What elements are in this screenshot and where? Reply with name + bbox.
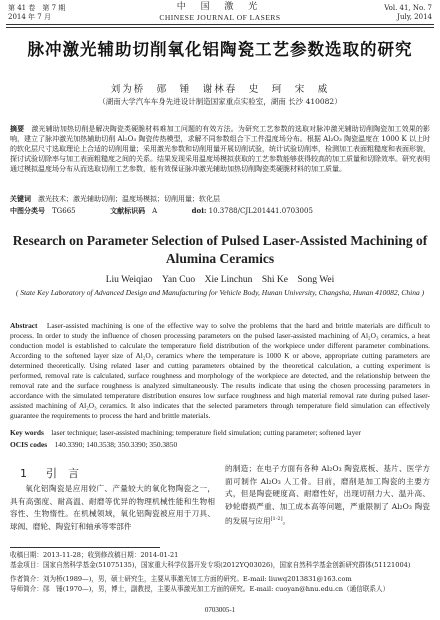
body-column-left: 氧化铝陶瓷是应用较广、产量较大的氧化物陶瓷之一，具有高强度、耐高温、耐磨等优异的物理机械性能和生物相容性、生物惰性。在机械领域，氧化铝陶瓷被应用于刀具、球阀、磨轮、陶瓷钉和轴承等零部件 (10, 484, 215, 531)
abstract-cn (10, 124, 430, 174)
abstract-en (10, 321, 430, 421)
ocis-text: 140.3390; 140.3538; 350.3390; 350.3850 (54, 440, 178, 449)
classification-line (10, 206, 430, 216)
abstract-en-text: Laser-assisted machining is one of the effective way to solve the problems that the hard and brittle materials are difficult to process. In order to study the influence of chosen processing parameters on the pulsed laser-assisted machining of Al₂O₃ ceramics, a heat conduction model is established to calculate the temperature field distribution of the workpiece under different parameter combinations. According to the softened layer size of Al₂O₃ ceramics where the temperature is 1000 K or above, appropriate cutting parameters are determined theoretically. Using related laser and cutting parameters obtained by the theoretical calculation, a cutting experiment is performed, removal rate is calculated, surface roughness and morphology of the workpiece are detected, and the relationship between the removal rate and the surface roughness is analyzed simultaneously. The results indicate that using the chosen processing parameters in accordance with the simulated temperature distribution ensures low surface roughness and high material removal rate during pulsed laser-assisted machining of Al₂O₃ ceramics. It also indicates that the selected parameters through temperature field simulation can effectively guarantee the requirements to process the hard and brittle materials. (10, 321, 430, 420)
paper-title-cn: 脉冲激光辅助切削氧化铝陶瓷工艺参数选取的研究 (27, 40, 413, 59)
journal-name-cn: 中 国 激 光 (176, 2, 264, 12)
footnote-author: 作者简介：刘为桥(1989—)，男，硕士研究生，主要从事激光加工方面的研究。E-mail: liuwq2013831@163.com (10, 575, 352, 583)
ocis-label: OCIS codes (10, 440, 48, 449)
keywords-cn-label: 关键词 (10, 194, 31, 203)
body-right-text: 的制造；在电子方面有各种 Al₂O₃ 陶瓷底板、基片、医学方面可制作 Al₂O₃ 人工骨。目前，磨削是加工陶瓷的主要方式，但是陶瓷硬度高、耐磨性好，出现切削力大、温升高、砂轮磨损严重、加工成本高等问题，严重限制了 Al₂O₃ 陶瓷的发展与应用 (225, 464, 430, 526)
header-rule-thin (6, 27, 434, 28)
section-heading (20, 465, 79, 481)
journal-name-en: CHINESE JOURNAL OF LASERS (159, 13, 281, 22)
volume-en: Vol. 41, No. 7 (384, 4, 432, 12)
citation: [1-2] (270, 516, 283, 522)
keywords-cn-text: 激光技术；激光辅助切削；温度场模拟；切削用量；软化层 (38, 195, 220, 203)
abstract-cn-text: 激光辅助加热切削是解决陶瓷类硬脆材料难加工问题的有效方法。为研究工艺参数的选取对脉冲激光辅助切削陶瓷加工效果的影响，建立了脉冲激光加热辅助切削 Al₂O₃ 陶瓷传热模型，求解不同参数组合下工件温度场分布。根据 Al₂O₃ 陶瓷温度在 1000 K 以上时的软化层尺寸选取理论上合适的切削用量；采用激光参数和切削用量开展切削试验，统计试验切削率，检测加工表面粗糙度和表面形貌，探讨试验切除率与加工表面粗糙度之间的关系。结果发现采用温度场模拟获取的工艺参数能够获得较高的加工质量和切除效率。研究表明通过模拟温度场分布从而选取切削工艺参数，能有效保证脉冲激光辅助加热切削陶瓷类硬脆材料的加工质量。 (10, 125, 431, 173)
doi: 10.3788/CJL201441.0703005 (208, 207, 313, 215)
footnote-advisor: 导师简介：郧 锤(1970—)，男，博士，副教授，主要从事激光加工方面的研究。E-mail: cuoyan@hnu.edu.cn（通信联系人） (10, 585, 390, 593)
volume-cn: 第 41 卷 第 7 期 (8, 4, 66, 12)
clc-label: 中图分类号 (10, 206, 45, 215)
footnote-fund: 基金项目：国家自然科学基金(51075135)，国家重大科学仪器开发专项(2012YQ03026)，国家自然科学基金创新研究群体(51121004) (10, 561, 411, 569)
affiliation-cn: （湖南大学汽车车身先进设计制造国家重点实验室，湖南 长沙 410082） (98, 97, 342, 106)
affiliation-en: ( State Key Laboratory of Advanced Design and Manufacturing for Vehicle Body, Hunan University, Changsha, Hunan 410082, China ) (15, 288, 425, 297)
page-number: 0703005-1 (204, 606, 236, 614)
abstract-cn-label: 摘要 (10, 124, 25, 133)
keywords-en-label: Key words (10, 428, 44, 437)
footnote-received: 收稿日期：2013-11-28；收到修改稿日期：2014-01-21 (10, 551, 179, 559)
keywords-en-text: laser technique; laser-assisted machining; temperature field simulation; cutting parameter; softened layer (51, 428, 362, 437)
paper-title-en: Research on Parameter Selection of Pulsed Laser-Assisted Machining of Alumina Ceramics (12, 233, 428, 266)
abstract-en-label: Abstract (10, 321, 38, 330)
section-number: 1 (20, 467, 27, 480)
doc-code-label: 文献标识码 (110, 206, 146, 215)
footnote-rule (10, 547, 160, 548)
date-en: July, 2014 (397, 13, 432, 21)
journal-masthead (0, 2, 440, 22)
ocis-codes (10, 440, 430, 450)
header-right (384, 4, 432, 22)
clc-code: TG665 (52, 207, 76, 215)
body-column-right (225, 463, 430, 528)
header-rule-thick (6, 24, 434, 25)
authors-en: Liu Weiqiao Yan Cuo Xie Linchun Shi Ke Song Wei (105, 275, 335, 285)
section-title: 引 言 (46, 467, 79, 480)
authors-cn: 刘为桥 郧 锤 谢林春 史 珂 宋 威 (110, 84, 330, 95)
doi-label: doi: (191, 206, 207, 215)
body-right-end: 。 (282, 516, 291, 526)
keywords-en (10, 428, 430, 438)
keywords-cn (10, 194, 430, 204)
date-cn: 2014 年 7 月 (8, 13, 51, 21)
doc-code: A (152, 207, 158, 215)
